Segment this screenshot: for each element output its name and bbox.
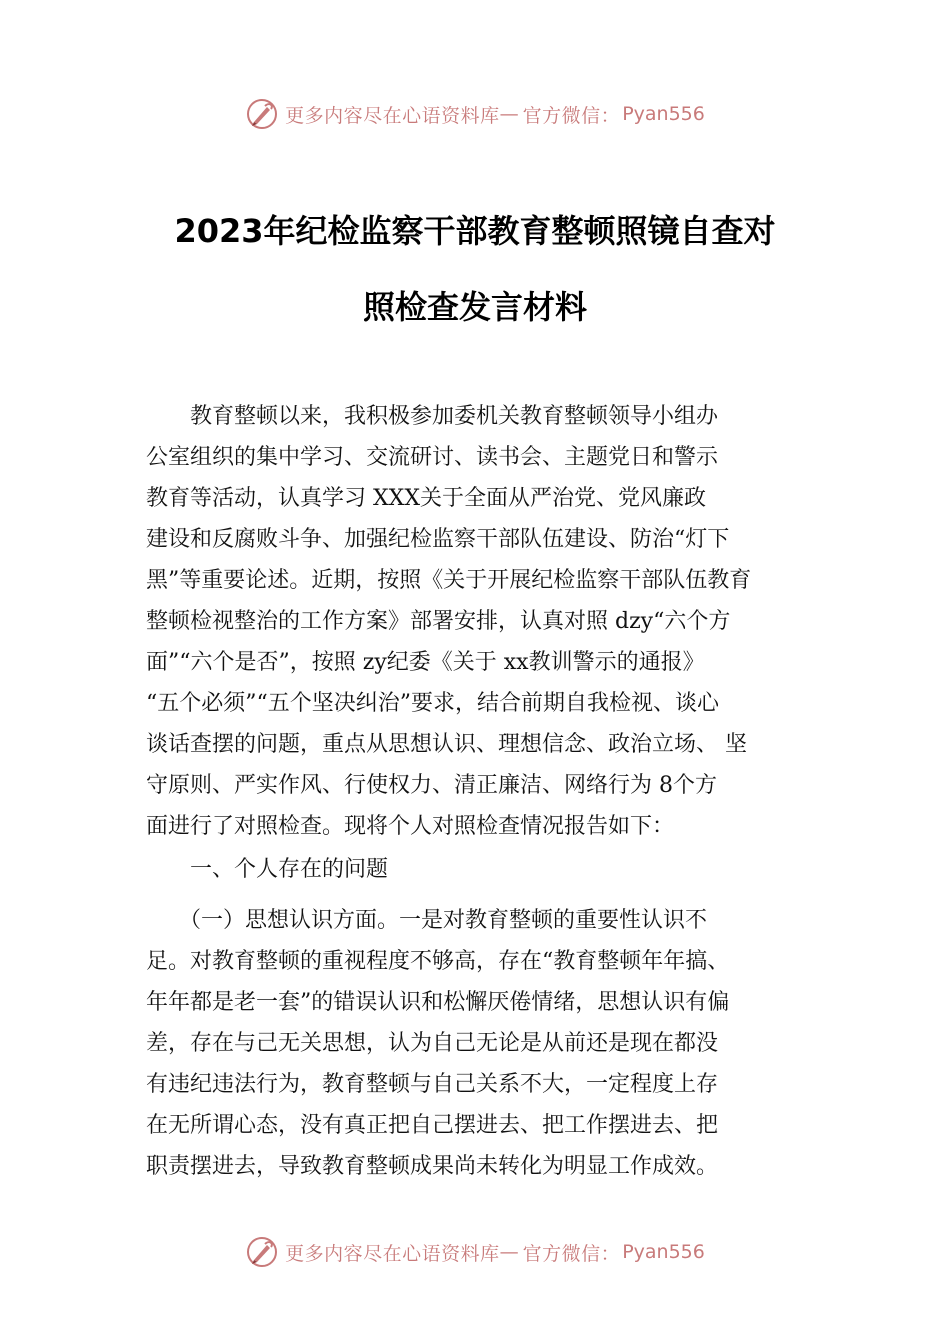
watermark-main-text: 更多内容尽在心语资料库 bbox=[285, 1242, 500, 1265]
paragraph-line: 在无所谓心态，没有真正把自己摆进去、把工作摆进去、把 bbox=[146, 1113, 719, 1138]
watermark-main-text: 更多内容尽在心语资料库 bbox=[285, 104, 500, 127]
paragraph-line: 谈话查摆的问题，重点从思想认识、理想信念、政治立场、 坚 bbox=[146, 732, 747, 757]
paragraph-2 bbox=[146, 900, 810, 1187]
watermark-separator: — bbox=[499, 1241, 523, 1263]
footer-watermark bbox=[0, 1232, 950, 1272]
paragraph-line: 教育等活动，认真学习 XXX关于全面从严治党、党风廉政 bbox=[146, 486, 706, 511]
paragraph-line: 黑”等重要论述。近期，按照《关于开展纪检监察干部队伍教育 bbox=[146, 568, 752, 593]
paragraph-line: 整顿检视整治的工作方案》部署安排，认真对照 dzy“六个方 bbox=[146, 609, 731, 634]
document-title-line-1: 2023年纪检监察干部教育整顿照镜自查对 bbox=[174, 212, 776, 250]
paragraph-line: 公室组织的集中学习、交流研讨、读书会、主题党日和警示 bbox=[146, 445, 719, 470]
paragraph-line: 职责摆进去，导致教育整顿成果尚未转化为明显工作成效。 bbox=[146, 1154, 719, 1179]
pen-logo-icon bbox=[245, 97, 279, 131]
paragraph-line: 教育整顿以来，我积极参加委机关教育整顿领导小组办 bbox=[146, 404, 719, 429]
document-body bbox=[146, 396, 810, 1187]
watermark-wechat-id: Pyan556 bbox=[622, 1241, 705, 1263]
paragraph-line: 守原则、严实作风、行使权力、清正廉洁、网络行为 8个方 bbox=[146, 773, 717, 798]
paragraph-line: （一）思想认识方面。一是对教育整顿的重要性认识不 bbox=[146, 908, 708, 933]
watermark-wechat-label: 官方微信： bbox=[522, 104, 621, 127]
paragraph-line: 面进行了对照检查。现将个人对照检查情况报告如下： bbox=[146, 814, 675, 839]
paragraph-1 bbox=[146, 396, 810, 847]
watermark-separator: — bbox=[499, 103, 523, 125]
header-watermark bbox=[0, 94, 950, 134]
document-title-line-2: 照检查发言材料 bbox=[362, 288, 587, 326]
watermark-wechat-label: 官方微信： bbox=[522, 1242, 621, 1265]
paragraph-line: 建设和反腐败斗争、加强纪检监察干部队伍建设、防治“灯下 bbox=[146, 527, 730, 552]
paragraph-line: 年年都是老一套”的错误认识和松懈厌倦情绪，思想认识有偏 bbox=[146, 990, 730, 1015]
paragraph-line: 有违纪违法行为，教育整顿与自己关系不大，一定程度上存 bbox=[146, 1072, 719, 1097]
section-heading: 一、个人存在的问题 bbox=[146, 857, 389, 882]
paragraph-line: 差，存在与己无关思想，认为自己无论是从前还是现在都没 bbox=[146, 1031, 719, 1056]
pen-logo-icon bbox=[245, 1235, 279, 1269]
watermark-wechat-id: Pyan556 bbox=[622, 103, 705, 125]
paragraph-line: 足。对教育整顿的重视程度不够高，存在“教育整顿年年搞、 bbox=[146, 949, 730, 974]
paragraph-line: 面”“六个是否”，按照 zy纪委《关于 xx教训警示的通报》 bbox=[146, 650, 705, 675]
paragraph-line: “五个必须”“五个坚决纠治”要求，结合前期自我检视、谈心 bbox=[146, 691, 719, 716]
